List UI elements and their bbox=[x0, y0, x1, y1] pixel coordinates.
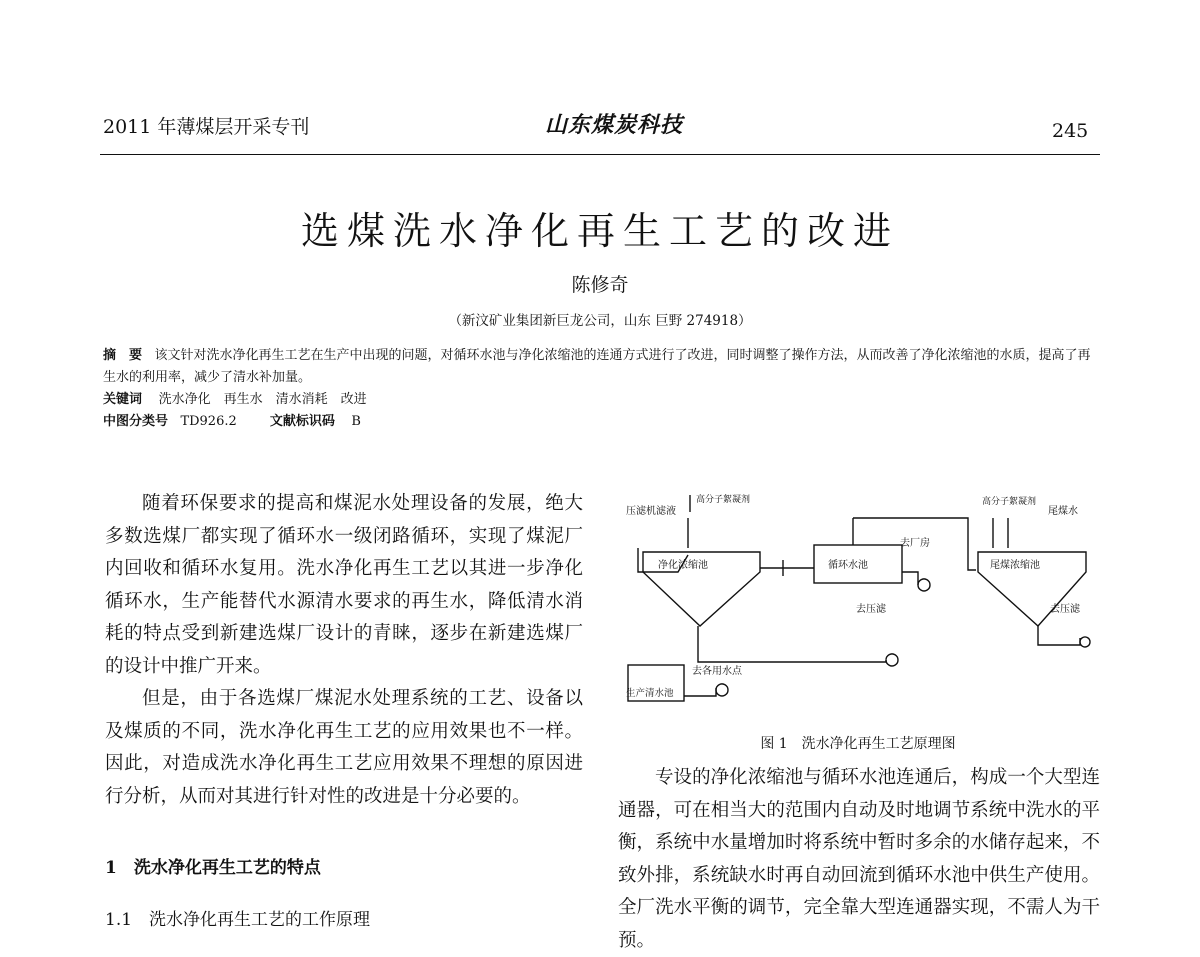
keywords bbox=[103, 389, 1100, 411]
running-header: 2011 年薄煤层开采专刊 bbox=[103, 116, 310, 138]
page-number: 245 bbox=[1052, 120, 1089, 142]
keywords-text: 洗水净化 再生水 清水消耗 改进 bbox=[158, 392, 367, 407]
label-flocculant-left: 高分子絮凝剂 bbox=[696, 495, 751, 505]
label-to-filter-left: 去压滤 bbox=[856, 604, 886, 615]
label-filter-press-filtrate: 压滤机滤液 bbox=[626, 506, 676, 517]
label-tailing-thickener: 尾煤浓缩池 bbox=[990, 560, 1040, 571]
doc-code-label: 文献标识码 bbox=[269, 414, 335, 429]
body-paragraph: 随着环保要求的提高和煤泥水处理设备的发展，绝大多数选煤厂都实现了循环水一级闭路循环，实现了煤泥厂内回收和循环水复用。洗水净化再生工艺以其进一步净化循环水，生产能替代水源清水要求的再生水，降低清水消耗的特点受到新建选煤厂设计的青睐，逐步在新建选煤厂的设计中推广开来。 bbox=[105, 493, 583, 677]
label-to-filter-right: 去压滤 bbox=[1050, 604, 1080, 615]
label-to-water-points: 去各用水点 bbox=[692, 666, 742, 677]
to-plant-mark bbox=[918, 579, 930, 591]
label-flocculant-right: 高分子絮凝剂 bbox=[982, 497, 1037, 507]
process-diagram bbox=[618, 490, 1100, 725]
abstract-label: 摘 要 bbox=[103, 348, 143, 363]
label-circulating: 循环水池 bbox=[828, 560, 868, 571]
body-right-column bbox=[618, 762, 1100, 957]
abstract-block bbox=[103, 345, 1100, 433]
keywords-label: 关键词 bbox=[103, 392, 143, 407]
subsection-heading: 1.1 洗水净化再生工艺的工作原理 bbox=[105, 910, 371, 930]
label-tailing-water: 尾煤水 bbox=[1048, 506, 1078, 517]
thickener-underflow-pipe bbox=[1038, 626, 1080, 645]
classification bbox=[103, 411, 1100, 433]
body-paragraph: 专设的净化浓缩池与循环水池连通后，构成一个大型连通器，可在相当大的范围内自动及时地调节系统中洗水的平衡，系统中水量增加时将系统中暂时多余的水储存起来，不致外排，系统缺水时再自动回流到循环水池中供生产使用。全厂洗水平衡的调节，完全靠大型连通器实现，不需人为干预。 bbox=[618, 767, 1100, 951]
label-clarifier: 净化浓缩池 bbox=[658, 560, 708, 571]
article-title: 选煤洗水净化再生工艺的改进 bbox=[300, 209, 899, 253]
to-plant-pipe bbox=[902, 572, 918, 585]
clarifier-underflow-pipe bbox=[698, 626, 886, 662]
figure-caption: 图 1 洗水净化再生工艺原理图 bbox=[760, 736, 956, 752]
to-water-points-mark bbox=[716, 684, 728, 696]
clc-value: TD926.2 bbox=[180, 414, 237, 429]
thickener-discharge-mark bbox=[1080, 637, 1090, 647]
body-paragraph: 但是，由于各选煤厂煤泥水处理系统的工艺、设备以及煤质的不同，洗水净化再生工艺的应用效果也不一样。因此，对造成洗水净化再生工艺应用效果不理想的原因进行分析，从而对其进行针对性的改进是十分必要的。 bbox=[105, 688, 583, 807]
clarifier-discharge-mark bbox=[886, 654, 898, 666]
header-rule bbox=[100, 154, 1100, 155]
section-heading: 1 洗水净化再生工艺的特点 bbox=[105, 858, 321, 878]
body-left-column bbox=[105, 488, 583, 813]
abstract bbox=[103, 345, 1100, 389]
abstract-text: 该文针对洗水净化再生工艺在生产中出现的问题，对循环水池与净化浓缩池的连通方式进行了改进，同时调整了操作方法，从而改善了净化浓缩池的水质，提高了再生水的利用率，减少了清水补加量。 bbox=[103, 348, 1091, 385]
to-water-points-pipe bbox=[684, 688, 716, 696]
doc-code-value: B bbox=[351, 414, 361, 429]
journal-logo: 山东煤炭科技 bbox=[545, 112, 684, 138]
author: 陈修奇 bbox=[571, 274, 629, 296]
clc-label: 中图分类号 bbox=[103, 414, 169, 429]
label-to-plant: 去厂房 bbox=[900, 538, 930, 549]
affiliation: （新汶矿业集团新巨龙公司，山东 巨野 274918） bbox=[448, 313, 752, 329]
label-production-tank: 生产清水池 bbox=[626, 688, 674, 699]
